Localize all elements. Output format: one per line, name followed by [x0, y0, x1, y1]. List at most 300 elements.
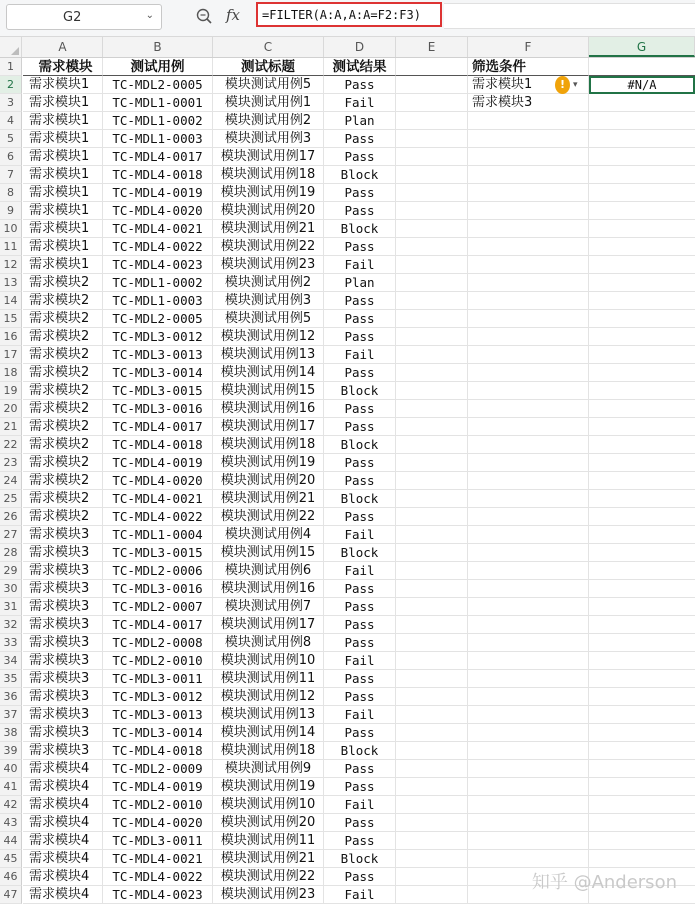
cell-a[interactable]: 需求模块3	[23, 634, 103, 652]
cell-b[interactable]: TC-MDL4-0020	[103, 814, 213, 832]
cell-a[interactable]: 需求模块2	[23, 472, 103, 490]
cell-a[interactable]: 需求模块3	[23, 706, 103, 724]
cell-g[interactable]	[589, 814, 695, 832]
cell-d[interactable]: Fail	[324, 706, 396, 724]
cell-f[interactable]	[468, 454, 589, 472]
cell-c[interactable]: 模块测试用例20	[213, 202, 324, 220]
cell-g[interactable]	[589, 274, 695, 292]
chevron-down-icon[interactable]: ▾	[573, 80, 578, 90]
row-header[interactable]: 2	[0, 76, 22, 94]
cell-e[interactable]	[396, 364, 468, 382]
cell-d[interactable]: Pass	[324, 76, 396, 94]
cell-c[interactable]: 模块测试用例7	[213, 598, 324, 616]
row-header[interactable]: 22	[0, 436, 22, 454]
cell-d[interactable]: Pass	[324, 292, 396, 310]
cell-b[interactable]: TC-MDL4-0021	[103, 490, 213, 508]
row-header[interactable]: 46	[0, 868, 22, 886]
cell-d[interactable]: Pass	[324, 760, 396, 778]
cell-d[interactable]: Pass	[324, 400, 396, 418]
cell-d[interactable]: Block	[324, 490, 396, 508]
cell-b[interactable]: TC-MDL3-0014	[103, 724, 213, 742]
cell-a[interactable]: 需求模块3	[23, 598, 103, 616]
cell-e[interactable]	[396, 742, 468, 760]
cell-c[interactable]: 模块测试用例21	[213, 490, 324, 508]
cell-d[interactable]: Pass	[324, 688, 396, 706]
cell-g[interactable]	[589, 148, 695, 166]
cell-e[interactable]	[396, 112, 468, 130]
cell-f[interactable]	[468, 166, 589, 184]
cell-g[interactable]	[589, 130, 695, 148]
cell-c[interactable]: 模块测试用例11	[213, 832, 324, 850]
cell-e[interactable]	[396, 886, 468, 904]
cell-f[interactable]	[468, 688, 589, 706]
cell-g[interactable]	[589, 724, 695, 742]
cell-f[interactable]	[468, 670, 589, 688]
cell-g[interactable]	[589, 436, 695, 454]
cell-a[interactable]: 需求模块3	[23, 616, 103, 634]
cell-a[interactable]: 需求模块4	[23, 796, 103, 814]
cell-c[interactable]: 模块测试用例18	[213, 742, 324, 760]
chevron-down-icon[interactable]: ⌄	[145, 10, 154, 21]
row-header[interactable]: 6	[0, 148, 22, 166]
cell-a[interactable]: 需求模块2	[23, 274, 103, 292]
cell-c[interactable]: 测试标题	[213, 58, 324, 76]
cell-e[interactable]	[396, 670, 468, 688]
cell-c[interactable]: 模块测试用例13	[213, 706, 324, 724]
cell-b[interactable]: TC-MDL2-0005	[103, 310, 213, 328]
cell-e[interactable]	[396, 184, 468, 202]
cell-g[interactable]	[589, 256, 695, 274]
cell-a[interactable]: 需求模块4	[23, 868, 103, 886]
cell-g[interactable]	[589, 220, 695, 238]
cell-a[interactable]: 需求模块4	[23, 832, 103, 850]
cell-g[interactable]	[589, 508, 695, 526]
cell-g[interactable]	[589, 688, 695, 706]
cell-f[interactable]	[468, 382, 589, 400]
cell-c[interactable]: 模块测试用例19	[213, 778, 324, 796]
cell-d[interactable]: Block	[324, 544, 396, 562]
cell-d[interactable]: Pass	[324, 778, 396, 796]
cell-e[interactable]	[396, 292, 468, 310]
cell-a[interactable]: 需求模块2	[23, 328, 103, 346]
cell-b[interactable]: TC-MDL1-0004	[103, 526, 213, 544]
row-header[interactable]: 38	[0, 724, 22, 742]
cell-f[interactable]	[468, 778, 589, 796]
cell-d[interactable]: Pass	[324, 454, 396, 472]
cell-c[interactable]: 模块测试用例22	[213, 868, 324, 886]
cell-b[interactable]: TC-MDL4-0017	[103, 148, 213, 166]
cell-d[interactable]: Pass	[324, 580, 396, 598]
formula-input[interactable]: =FILTER(A:A,A:A=F2:F3)	[256, 2, 442, 27]
cell-e[interactable]	[396, 850, 468, 868]
cell-b[interactable]: TC-MDL2-0010	[103, 652, 213, 670]
cell-e[interactable]	[396, 148, 468, 166]
cell-b[interactable]: TC-MDL2-0008	[103, 634, 213, 652]
cell-e[interactable]	[396, 418, 468, 436]
cell-g[interactable]	[589, 166, 695, 184]
cell-d[interactable]: Pass	[324, 418, 396, 436]
cell-f[interactable]	[468, 724, 589, 742]
cell-g[interactable]	[589, 382, 695, 400]
cell-g[interactable]	[589, 580, 695, 598]
cell-a[interactable]: 需求模块4	[23, 760, 103, 778]
cell-f[interactable]	[468, 832, 589, 850]
cell-b[interactable]: TC-MDL1-0003	[103, 292, 213, 310]
cell-e[interactable]	[396, 760, 468, 778]
cell-b[interactable]: TC-MDL4-0017	[103, 418, 213, 436]
cell-b[interactable]: TC-MDL4-0017	[103, 616, 213, 634]
cell-c[interactable]: 模块测试用例3	[213, 292, 324, 310]
cell-b[interactable]: TC-MDL3-0015	[103, 382, 213, 400]
row-header[interactable]: 27	[0, 526, 22, 544]
cell-f[interactable]: 筛选条件	[468, 58, 589, 76]
cell-c[interactable]: 模块测试用例16	[213, 400, 324, 418]
cell-f[interactable]	[468, 436, 589, 454]
cell-b[interactable]: TC-MDL4-0023	[103, 256, 213, 274]
cell-a[interactable]: 需求模块2	[23, 490, 103, 508]
cell-g[interactable]	[589, 58, 695, 76]
cell-e[interactable]	[396, 202, 468, 220]
cell-b[interactable]: TC-MDL3-0016	[103, 580, 213, 598]
cell-c[interactable]: 模块测试用例5	[213, 310, 324, 328]
cell-e[interactable]	[396, 436, 468, 454]
cell-d[interactable]: Fail	[324, 796, 396, 814]
cell-c[interactable]: 模块测试用例18	[213, 166, 324, 184]
cell-a[interactable]: 需求模块2	[23, 364, 103, 382]
row-header[interactable]: 24	[0, 472, 22, 490]
row-header[interactable]: 42	[0, 796, 22, 814]
cell-g[interactable]	[589, 310, 695, 328]
cell-d[interactable]: Pass	[324, 508, 396, 526]
cell-f[interactable]	[468, 634, 589, 652]
select-all-corner[interactable]	[0, 37, 22, 57]
cell-f[interactable]	[468, 742, 589, 760]
cell-b[interactable]: TC-MDL2-0006	[103, 562, 213, 580]
cell-b[interactable]: TC-MDL3-0013	[103, 346, 213, 364]
cell-a[interactable]: 需求模块2	[23, 400, 103, 418]
cell-c[interactable]: 模块测试用例5	[213, 76, 324, 94]
cell-a[interactable]: 需求模块1	[23, 148, 103, 166]
cell-a[interactable]: 需求模块4	[23, 814, 103, 832]
cell-d[interactable]: Pass	[324, 184, 396, 202]
cell-f[interactable]	[468, 274, 589, 292]
cell-f[interactable]	[468, 562, 589, 580]
row-header[interactable]: 23	[0, 454, 22, 472]
cell-d[interactable]: Pass	[324, 202, 396, 220]
cell-b[interactable]: TC-MDL4-0019	[103, 184, 213, 202]
cell-e[interactable]	[396, 220, 468, 238]
cell-d[interactable]: Fail	[324, 562, 396, 580]
cell-d[interactable]: Pass	[324, 148, 396, 166]
spreadsheet-grid[interactable]	[0, 37, 695, 906]
cell-g[interactable]	[589, 760, 695, 778]
cell-d[interactable]: Pass	[324, 472, 396, 490]
cell-a[interactable]: 需求模块3	[23, 688, 103, 706]
cell-f[interactable]	[468, 400, 589, 418]
cell-b[interactable]: TC-MDL2-0009	[103, 760, 213, 778]
cell-c[interactable]: 模块测试用例15	[213, 382, 324, 400]
cell-g[interactable]	[589, 364, 695, 382]
cell-b[interactable]: TC-MDL3-0016	[103, 400, 213, 418]
cell-a[interactable]: 需求模块4	[23, 850, 103, 868]
cell-d[interactable]: Pass	[324, 328, 396, 346]
cell-a[interactable]: 需求模块4	[23, 778, 103, 796]
formula-input-extension[interactable]	[444, 3, 695, 29]
row-header[interactable]: 16	[0, 328, 22, 346]
row-header[interactable]: 35	[0, 670, 22, 688]
cell-e[interactable]	[396, 796, 468, 814]
cell-d[interactable]: Pass	[324, 598, 396, 616]
row-header[interactable]: 14	[0, 292, 22, 310]
filter-condition-cell[interactable]: 需求模块3	[468, 94, 589, 112]
cell-e[interactable]	[396, 832, 468, 850]
row-header[interactable]: 32	[0, 616, 22, 634]
cell-g[interactable]	[589, 706, 695, 724]
cell-a[interactable]: 需求模块3	[23, 670, 103, 688]
cell-a[interactable]: 需求模块3	[23, 724, 103, 742]
cell-f[interactable]	[468, 580, 589, 598]
cell-d[interactable]: Block	[324, 436, 396, 454]
cell-a[interactable]: 需求模块3	[23, 580, 103, 598]
cell-f[interactable]	[468, 652, 589, 670]
cell-g[interactable]	[589, 418, 695, 436]
cell-c[interactable]: 模块测试用例12	[213, 688, 324, 706]
row-header[interactable]: 21	[0, 418, 22, 436]
row-header[interactable]: 34	[0, 652, 22, 670]
column-header-d[interactable]: D	[324, 37, 396, 57]
cell-e[interactable]	[396, 544, 468, 562]
cell-g[interactable]	[589, 634, 695, 652]
cell-a[interactable]: 需求模块3	[23, 562, 103, 580]
row-header[interactable]: 1	[0, 58, 22, 76]
cell-a[interactable]: 需求模块2	[23, 346, 103, 364]
cell-a[interactable]: 需求模块1	[23, 256, 103, 274]
cell-g[interactable]	[589, 454, 695, 472]
cell-e[interactable]	[396, 328, 468, 346]
column-header-a[interactable]: A	[23, 37, 103, 57]
cell-a[interactable]: 需求模块1	[23, 220, 103, 238]
cell-g[interactable]	[589, 526, 695, 544]
cell-f[interactable]	[468, 706, 589, 724]
cell-a[interactable]: 需求模块2	[23, 454, 103, 472]
cell-c[interactable]: 模块测试用例14	[213, 364, 324, 382]
cell-e[interactable]	[396, 652, 468, 670]
cell-g[interactable]	[589, 94, 695, 112]
cell-e[interactable]	[396, 580, 468, 598]
cell-a[interactable]: 需求模块1	[23, 202, 103, 220]
cell-d[interactable]: Fail	[324, 526, 396, 544]
cell-a[interactable]: 需求模块1	[23, 184, 103, 202]
cell-f[interactable]	[468, 292, 589, 310]
cell-c[interactable]: 模块测试用例13	[213, 346, 324, 364]
cell-c[interactable]: 模块测试用例17	[213, 616, 324, 634]
cell-a[interactable]: 需求模块2	[23, 436, 103, 454]
cell-b[interactable]: TC-MDL3-0012	[103, 688, 213, 706]
row-header[interactable]: 10	[0, 220, 22, 238]
cell-c[interactable]: 模块测试用例21	[213, 850, 324, 868]
cell-a[interactable]: 需求模块	[23, 58, 103, 76]
cell-d[interactable]: Plan	[324, 112, 396, 130]
cell-a[interactable]: 需求模块3	[23, 526, 103, 544]
error-warning-icon[interactable]: !	[555, 76, 570, 94]
cell-d[interactable]: Pass	[324, 724, 396, 742]
cell-e[interactable]	[396, 778, 468, 796]
row-header[interactable]: 13	[0, 274, 22, 292]
cell-f[interactable]	[468, 526, 589, 544]
cell-g[interactable]	[589, 202, 695, 220]
cell-d[interactable]: Plan	[324, 274, 396, 292]
cell-g[interactable]	[589, 796, 695, 814]
row-header[interactable]: 3	[0, 94, 22, 112]
cell-a[interactable]: 需求模块3	[23, 544, 103, 562]
cell-e[interactable]	[396, 508, 468, 526]
cell-g[interactable]	[589, 472, 695, 490]
cell-e[interactable]	[396, 616, 468, 634]
cell-b[interactable]: TC-MDL2-0010	[103, 796, 213, 814]
cell-a[interactable]: 需求模块1	[23, 112, 103, 130]
cell-a[interactable]: 需求模块1	[23, 94, 103, 112]
cell-e[interactable]	[396, 130, 468, 148]
column-header-f[interactable]: F	[468, 37, 589, 57]
cell-b[interactable]: TC-MDL1-0001	[103, 94, 213, 112]
cell-d[interactable]: 测试结果	[324, 58, 396, 76]
cell-e[interactable]	[396, 274, 468, 292]
cell-f[interactable]	[468, 490, 589, 508]
cell-c[interactable]: 模块测试用例12	[213, 328, 324, 346]
cell-e[interactable]	[396, 634, 468, 652]
cell-e[interactable]	[396, 310, 468, 328]
cell-g[interactable]	[589, 112, 695, 130]
cell-b[interactable]: TC-MDL4-0018	[103, 166, 213, 184]
cell-c[interactable]: 模块测试用例22	[213, 238, 324, 256]
row-header[interactable]: 47	[0, 886, 22, 904]
cell-g[interactable]	[589, 400, 695, 418]
cell-f[interactable]	[468, 508, 589, 526]
row-header[interactable]: 36	[0, 688, 22, 706]
cell-a[interactable]: 需求模块1	[23, 238, 103, 256]
cell-f[interactable]	[468, 364, 589, 382]
cell-a[interactable]: 需求模块2	[23, 382, 103, 400]
cell-f[interactable]	[468, 184, 589, 202]
cell-b[interactable]: TC-MDL3-0011	[103, 832, 213, 850]
cell-c[interactable]: 模块测试用例4	[213, 526, 324, 544]
cell-c[interactable]: 模块测试用例19	[213, 454, 324, 472]
cell-e[interactable]	[396, 400, 468, 418]
cell-b[interactable]: TC-MDL3-0015	[103, 544, 213, 562]
cell-f[interactable]	[468, 598, 589, 616]
cell-d[interactable]: Pass	[324, 670, 396, 688]
row-header[interactable]: 11	[0, 238, 22, 256]
row-header[interactable]: 12	[0, 256, 22, 274]
row-header[interactable]: 18	[0, 364, 22, 382]
cell-e[interactable]	[396, 94, 468, 112]
cell-d[interactable]: Fail	[324, 346, 396, 364]
cell-d[interactable]: Block	[324, 850, 396, 868]
cell-g[interactable]	[589, 670, 695, 688]
cell-e[interactable]	[396, 526, 468, 544]
cell-c[interactable]: 模块测试用例20	[213, 472, 324, 490]
cell-c[interactable]: 模块测试用例23	[213, 256, 324, 274]
row-header[interactable]: 37	[0, 706, 22, 724]
column-header-b[interactable]: B	[103, 37, 213, 57]
cell-b[interactable]: TC-MDL4-0018	[103, 436, 213, 454]
cell-e[interactable]	[396, 256, 468, 274]
cell-c[interactable]: 模块测试用例6	[213, 562, 324, 580]
cell-b[interactable]: TC-MDL4-0022	[103, 868, 213, 886]
cell-g[interactable]	[589, 778, 695, 796]
row-header[interactable]: 40	[0, 760, 22, 778]
cell-e[interactable]	[396, 598, 468, 616]
cell-a[interactable]: 需求模块2	[23, 310, 103, 328]
cell-c[interactable]: 模块测试用例19	[213, 184, 324, 202]
cell-f[interactable]	[468, 472, 589, 490]
cell-g[interactable]	[589, 616, 695, 634]
cell-b[interactable]: TC-MDL4-0022	[103, 508, 213, 526]
cell-b[interactable]: TC-MDL1-0003	[103, 130, 213, 148]
cell-e[interactable]	[396, 238, 468, 256]
cell-b[interactable]: TC-MDL4-0018	[103, 742, 213, 760]
cell-c[interactable]: 模块测试用例23	[213, 886, 324, 904]
row-header[interactable]: 31	[0, 598, 22, 616]
cell-e[interactable]	[396, 814, 468, 832]
cell-d[interactable]: Block	[324, 220, 396, 238]
cell-f[interactable]	[468, 202, 589, 220]
cell-c[interactable]: 模块测试用例20	[213, 814, 324, 832]
cell-e[interactable]	[396, 382, 468, 400]
cell-b[interactable]: TC-MDL4-0020	[103, 472, 213, 490]
row-header[interactable]: 44	[0, 832, 22, 850]
cell-c[interactable]: 模块测试用例22	[213, 508, 324, 526]
cell-b[interactable]: 测试用例	[103, 58, 213, 76]
cell-g[interactable]	[589, 346, 695, 364]
cell-a[interactable]: 需求模块2	[23, 508, 103, 526]
zoom-icon[interactable]	[196, 8, 212, 24]
cell-d[interactable]: Fail	[324, 652, 396, 670]
cell-a[interactable]: 需求模块1	[23, 130, 103, 148]
cell-c[interactable]: 模块测试用例2	[213, 274, 324, 292]
cell-c[interactable]: 模块测试用例10	[213, 652, 324, 670]
column-header-e[interactable]: E	[396, 37, 468, 57]
cell-f[interactable]	[468, 418, 589, 436]
cell-c[interactable]: 模块测试用例15	[213, 544, 324, 562]
row-header[interactable]: 28	[0, 544, 22, 562]
cell-e[interactable]	[396, 454, 468, 472]
fx-icon[interactable]: fx	[226, 6, 241, 24]
cell-f[interactable]	[468, 130, 589, 148]
cell-a[interactable]: 需求模块1	[23, 166, 103, 184]
cell-f[interactable]	[468, 256, 589, 274]
cell-b[interactable]: TC-MDL3-0012	[103, 328, 213, 346]
cell-d[interactable]: Fail	[324, 256, 396, 274]
cell-f[interactable]	[468, 346, 589, 364]
cell-f[interactable]	[468, 310, 589, 328]
row-header[interactable]: 45	[0, 850, 22, 868]
column-header-c[interactable]: C	[213, 37, 324, 57]
cell-f[interactable]	[468, 814, 589, 832]
cell-b[interactable]: TC-MDL4-0021	[103, 850, 213, 868]
cell-d[interactable]: Pass	[324, 130, 396, 148]
filter-condition-cell[interactable]: 需求模块1	[468, 76, 589, 94]
cell-b[interactable]: TC-MDL2-0005	[103, 76, 213, 94]
cell-b[interactable]: TC-MDL4-0019	[103, 454, 213, 472]
row-header[interactable]: 41	[0, 778, 22, 796]
cell-c[interactable]: 模块测试用例8	[213, 634, 324, 652]
cell-g[interactable]	[589, 598, 695, 616]
cell-e[interactable]	[396, 346, 468, 364]
cell-e[interactable]	[396, 868, 468, 886]
cell-g[interactable]	[589, 328, 695, 346]
cell-e[interactable]	[396, 76, 468, 94]
